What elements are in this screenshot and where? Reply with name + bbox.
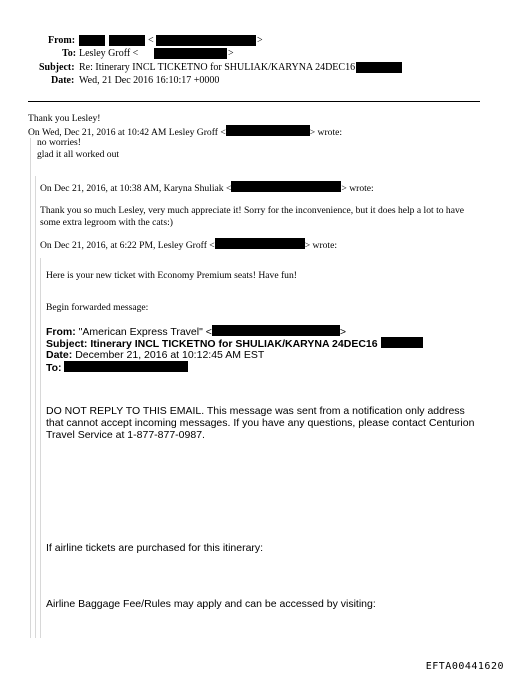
attribution-text: On Dec 21, 2016, at 10:38 AM, Karyna Shuliak <	[40, 183, 232, 194]
quote-bar	[30, 138, 31, 638]
redaction	[356, 62, 402, 73]
subject-label: Subject:	[39, 62, 75, 73]
reply3-body: Here is your new ticket with Economy Premium seats! Have fun!	[46, 270, 297, 281]
header-divider	[28, 101, 480, 102]
fwd-airline-tickets: If airline tickets are purchased for this itinerary:	[46, 542, 264, 554]
attribution-text: On Dec 21, 2016, at 6:22 PM, Lesley Groff <	[40, 240, 215, 251]
fwd-subject-value: Itinerary INCL TICKETNO for SHULIAK/KARYNA 24DEC16	[90, 338, 378, 350]
fwd-date-line	[46, 349, 264, 361]
quote-bar	[35, 176, 36, 638]
subject-value: Re: Itinerary INCL TICKETNO for SHULIAK/KARYNA 24DEC16	[79, 62, 356, 73]
redaction	[215, 238, 305, 249]
redaction	[212, 325, 340, 336]
to-angle-close: >	[228, 48, 234, 59]
to-label: To:	[62, 48, 77, 59]
from-angle-open: <	[148, 35, 154, 46]
attribution-text: On Wed, Dec 21, 2016 at 10:42 AM Lesley Groff <	[28, 127, 226, 138]
redaction	[381, 337, 423, 348]
fwd-to-line	[46, 361, 188, 374]
begin-forwarded: Begin forwarded message:	[46, 302, 149, 313]
from-angle-close: >	[257, 35, 263, 46]
quote-line: glad it all worked out	[37, 149, 120, 160]
fwd-date-label: Date:	[46, 349, 73, 361]
attribution-suffix: > wrote:	[309, 127, 343, 138]
fwd-to-label: To:	[46, 362, 62, 374]
fwd-from-label: From:	[46, 326, 76, 338]
redaction	[231, 181, 341, 192]
quote-line: no worries!	[37, 137, 81, 148]
reply2-attribution	[40, 181, 374, 195]
fwd-subject-label: Subject:	[46, 338, 88, 350]
redaction	[79, 35, 105, 46]
date-value: Wed, 21 Dec 2016 16:10:17 +0000	[79, 75, 220, 86]
redaction	[154, 48, 227, 59]
date-label: Date:	[51, 75, 75, 86]
to-value: Lesley Groff <	[79, 48, 139, 59]
attribution-suffix: > wrote:	[304, 240, 338, 251]
reply-thanks: Thank you Lesley!	[28, 113, 101, 124]
fwd-baggage: Airline Baggage Fee/Rules may apply and can be accessed by visiting:	[46, 598, 376, 610]
reply3-attribution	[40, 238, 337, 252]
redaction	[226, 125, 310, 136]
reply2-body: Thank you so much Lesley, very much appreciate it! Sorry for the inconvenience, but it does help a lot to have some extra legroom with the cats:)	[40, 205, 465, 228]
redaction	[156, 35, 256, 46]
from-label: From:	[48, 35, 76, 46]
fwd-date-value: December 21, 2016 at 10:12:45 AM EST	[75, 349, 265, 361]
fwd-from-close: >	[339, 326, 347, 338]
redaction	[64, 361, 188, 372]
fwd-from-value: "American Express Travel" <	[78, 326, 212, 338]
attribution-suffix: > wrote:	[341, 183, 374, 194]
redaction	[109, 35, 145, 46]
fwd-notice: DO NOT REPLY TO THIS EMAIL. This message was sent from a notification only address that cannot accept incoming messages. If you have any questions, please contact Centurion Travel Service at 1-877-877-0987.	[46, 405, 475, 441]
quote-bar	[40, 258, 41, 638]
document-id: EFTA00441620	[425, 661, 504, 672]
